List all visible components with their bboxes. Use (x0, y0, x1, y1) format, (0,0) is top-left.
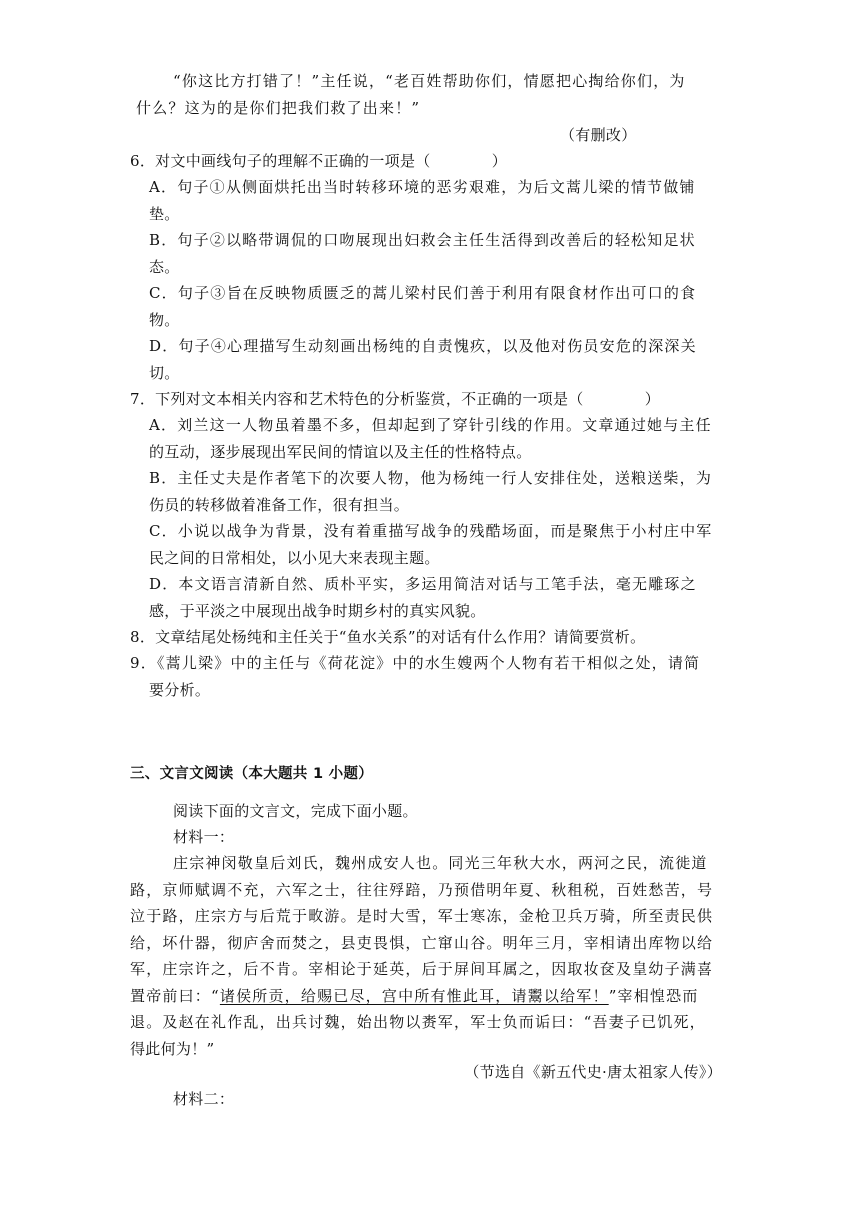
material-1-label: 材料一： (173, 828, 235, 846)
q7-option-c-cont: 民之间的日常相处，以小见大来表现主题。 (149, 549, 440, 567)
q6-option-a: A．句子①从侧面烘托出当时转移环境的恶劣艰难，为后文蒿儿梁的情节做铺 (149, 178, 696, 196)
question-8: 8．文章结尾处杨纯和主任关于“鱼水关系”的对话有什么作用？请简要赏析。 (130, 628, 646, 646)
q6-option-d: D．句子④心理描写生动刻画出杨纯的自责愧疚，以及他对伤员安危的深深关 (149, 337, 697, 355)
q6-option-b: B．句子②以略带调侃的口吻展现出妇救会主任生活得到改善后的轻松知足状 (149, 231, 696, 249)
q7-option-d-cont: 感，于平淡之中展现出战争时期乡村的真实风貌。 (149, 602, 486, 620)
question-6-stem: 6．对文中画线句子的理解不正确的一项是（ ） (130, 152, 508, 170)
line-prefix: 置帝前曰：“ (130, 987, 220, 1005)
q7-option-a: A．刘兰这一人物虽着墨不多，但却起到了穿针引线的作用。文章通过她与主任 (149, 416, 712, 434)
classical-text-line (130, 985, 699, 1007)
classical-text-line: 路，京师赋调不充，六军之士，往往殍踣，乃预借明年夏、秋租税，百姓愁苦，号 (130, 881, 714, 899)
classical-text-line: 庄宗神闵敬皇后刘氏，魏州成安人也。同光三年秋大水，两河之民，流徙道 (173, 854, 708, 872)
q7-option-d: D．本文语言清新自然、质朴平实，多运用简洁对话与工笔手法，毫无雕琢之 (149, 575, 697, 593)
classical-text-line: 给，坏什器，彻庐舍而焚之，县吏畏惧，亡窜山谷。明年三月，宰相请出库物以给 (130, 934, 714, 952)
passage-line: 什么？这为的是你们把我们救了出来！” (136, 99, 421, 117)
q6-option-d-cont: 切。 (149, 364, 180, 382)
classical-text-line: 军，庄宗许之，后不肯。宰相论于延英，后于屏间耳属之，因取妆奁及皇幼子满喜 (130, 960, 714, 978)
revision-note: （有删改） (560, 126, 637, 144)
section-heading: 三、文言文阅读（本大题共 1 小题） (130, 766, 374, 782)
q7-option-b-cont: 伤员的转移做着准备工作，很有担当。 (149, 496, 410, 514)
q6-option-c-cont: 物。 (149, 311, 180, 329)
classical-text-line: 得此何为！” (130, 1040, 215, 1058)
line-suffix: ”宰相惶恐而 (608, 987, 699, 1005)
classical-text-line: 泣于路，庄宗方与后荒于畋游。是时大雪，军士寒冻，金枪卫兵万骑，所至责民供 (130, 907, 714, 925)
source-citation: （节选自《新五代史·唐太祖家人传》） (464, 1063, 722, 1081)
q6-option-b-cont: 态。 (149, 258, 180, 276)
q6-option-c: C．句子③旨在反映物质匮乏的蒿儿梁村民们善于利用有限食材作出可口的食 (149, 284, 697, 302)
question-9: 9．《蒿儿梁》中的主任与《荷花淀》中的水生嫂两个人物有若干相似之处，请简 (130, 654, 701, 672)
q7-option-a-cont: 的互动，逐步展现出军民间的情谊以及主任的性格特点。 (149, 443, 532, 461)
q6-option-a-cont: 垫。 (149, 205, 180, 223)
q7-option-b: B．主任丈夫是作者笔下的次要人物，他为杨纯一行人安排住处，送粮送柴，为 (149, 469, 713, 487)
classical-text-line: 退。及赵在礼作乱，出兵讨魏，始出物以赉军，军士负而诟曰：“吾妻子已饥死， (130, 1013, 706, 1031)
question-7-stem: 7．下列对文本相关内容和艺术特色的分析鉴赏，不正确的一项是（ ） (130, 390, 661, 408)
question-9-cont: 要分析。 (149, 681, 211, 699)
material-2-label: 材料二： (173, 1090, 235, 1108)
reading-instruction: 阅读下面的文言文，完成下面小题。 (173, 802, 418, 820)
passage-line: “你这比方打错了！”主任说，“老百姓帮助你们，情愿把心掏给你们，为 (173, 72, 686, 90)
q7-option-c: C．小说以战争为背景，没有着重描写战争的残酷场面，而是聚焦于小村庄中军 (149, 522, 713, 540)
underlined-sentence: 诸侯所贡，给赐已尽，宫中所有惟此耳，请鬻以给军！ (219, 987, 609, 1005)
